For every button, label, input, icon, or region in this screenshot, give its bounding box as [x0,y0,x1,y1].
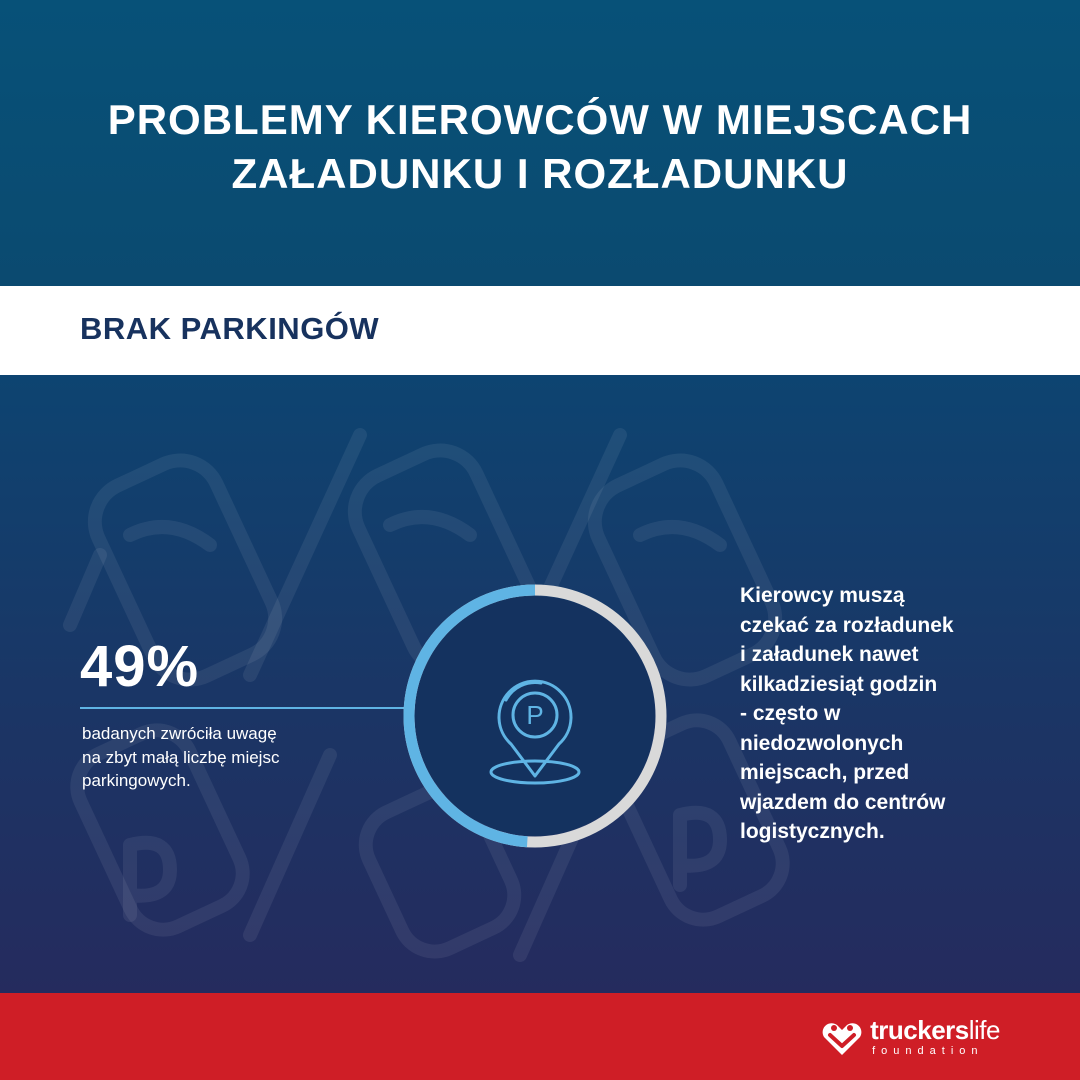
note-line: wjazdem do centrów [740,790,946,814]
truckerslife-logo[interactable] [820,1015,1000,1059]
stat-connector-line [80,707,410,709]
note-line: kilkadziesiąt godzin [740,672,938,696]
section-label: BRAK PARKINGÓW [80,311,380,346]
heart-hands-icon [820,1015,864,1059]
note-line: Kierowcy muszą [740,584,905,607]
note-line: - często w [740,702,841,725]
note-line: czekać za rozładunek [740,613,954,637]
header [0,0,1080,286]
footer [0,993,1080,1080]
note-line: miejscach, przed [740,761,910,784]
note-line: i załadunek nawet [740,643,919,666]
stat-description [82,722,362,793]
stat-percentage: 49% [80,634,200,699]
stat-desc-line-2: na zbyt małą liczbę miejsc [82,747,280,767]
note-text [740,581,1040,847]
stat-desc-line-3: parkingowych. [82,771,191,790]
logo-wordmark [870,1017,1000,1043]
logo-word-light: life [968,1015,1000,1045]
parking-letter: P [526,700,544,730]
note-line: logistycznych. [740,820,885,843]
note-line: niedozwolonych [740,731,904,755]
logo-subtitle: foundation [872,1045,984,1057]
title-line-2: ZAŁADUNKU I ROZŁADUNKU [231,150,849,197]
logo-text [870,1017,1000,1057]
title-line-1: PROBLEMY KIEROWCÓW W MIEJSCACH [107,96,973,143]
logo-word-bold: truckers [870,1015,969,1045]
section-band [0,286,1080,375]
stat-desc-line-1: badanych zwróciła uwagę [82,724,277,743]
page-title [108,85,973,201]
progress-ring [395,576,675,856]
main-panel [0,375,1080,993]
